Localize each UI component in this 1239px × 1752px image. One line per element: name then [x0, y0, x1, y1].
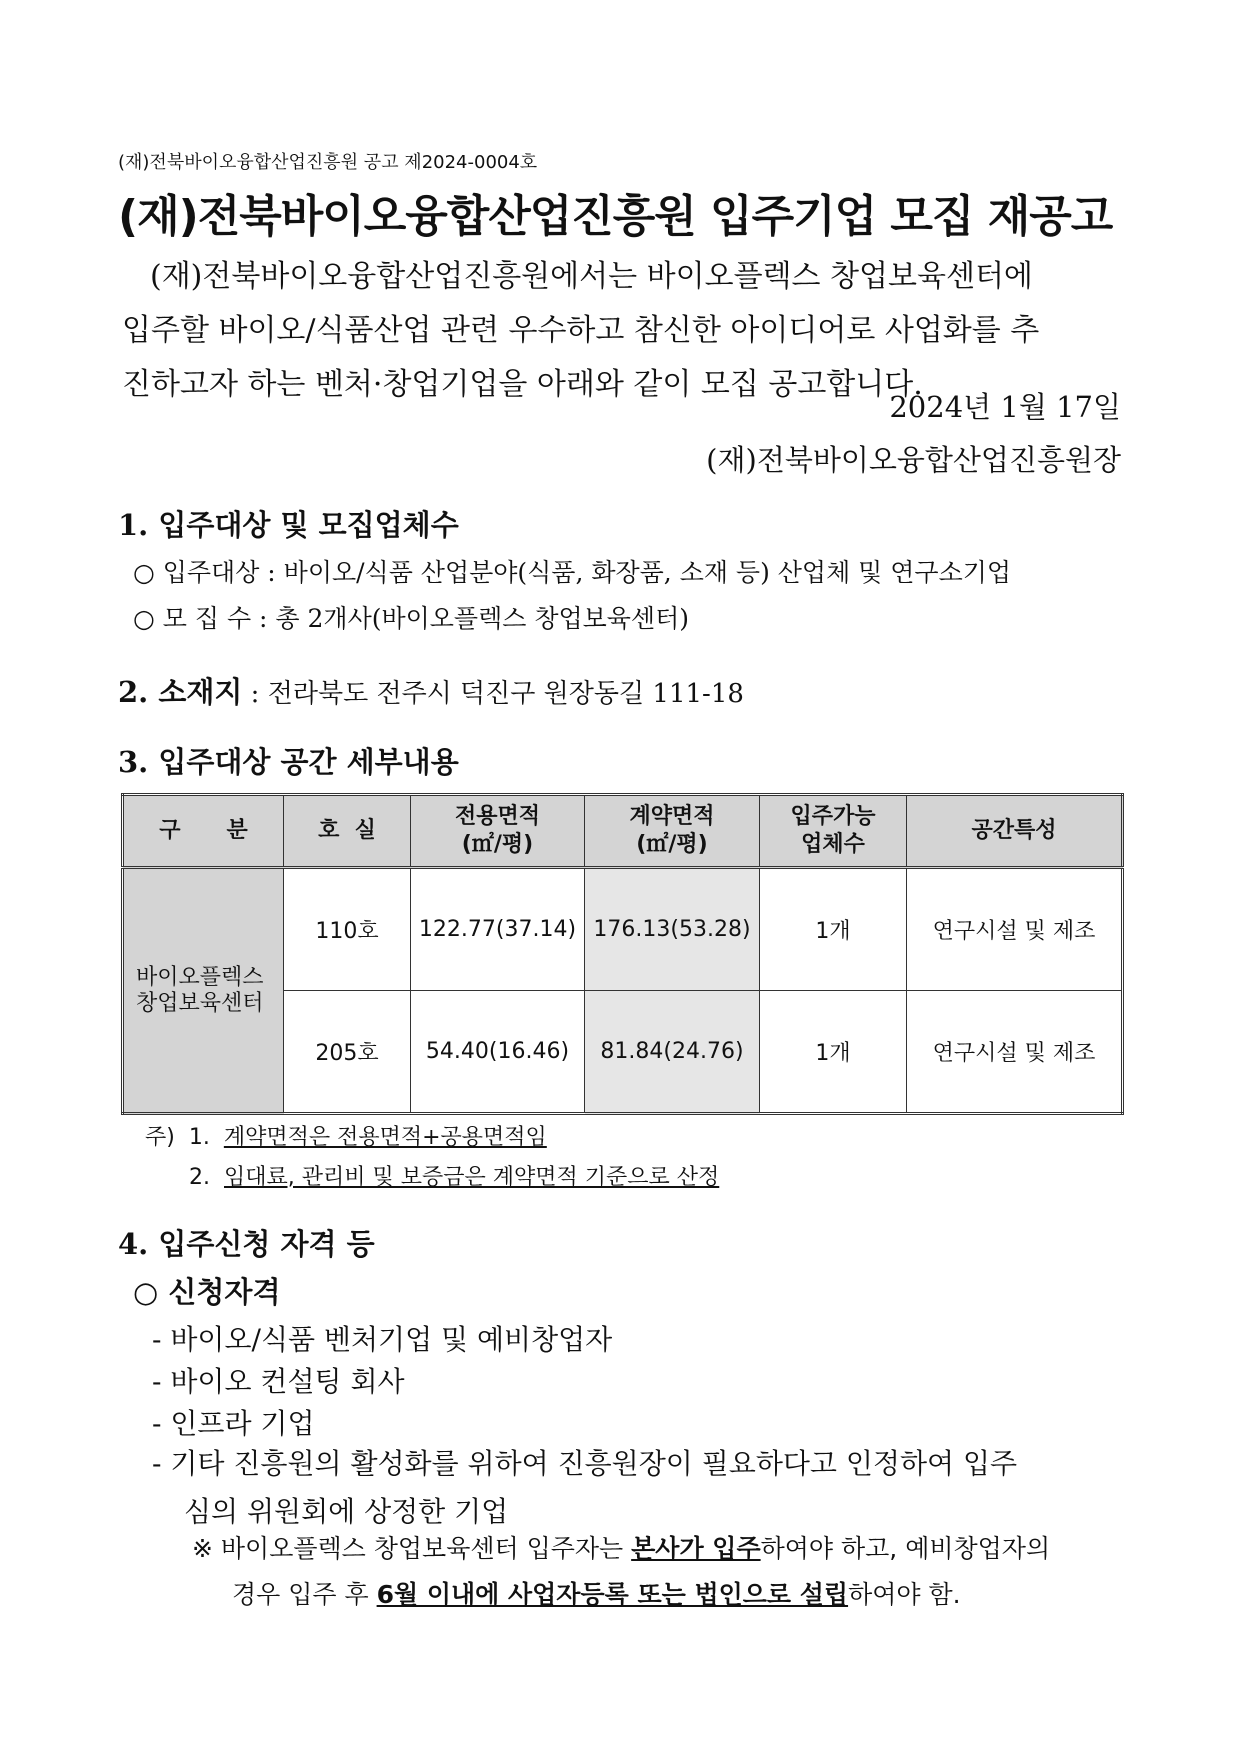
note-1: [145, 1120, 547, 1151]
remark-text-a: ※ 바이오플렉스 창업보육센터 입주자는: [192, 1534, 632, 1563]
header-exclusive-unit: (㎡/평): [461, 832, 534, 857]
header-contract-area: [585, 795, 760, 868]
category-line-2: 창업보육센터: [136, 990, 264, 1016]
remark-note: [192, 1526, 1124, 1618]
remark-text-f: 하여야 함.: [848, 1580, 961, 1609]
section-3-heading: 3. 입주대상 공간 세부내용: [118, 745, 459, 779]
list-item: - 바이오/식품 벤처기업 및 예비창업자: [152, 1323, 613, 1356]
exclusive-area-cell: 54.40(16.46): [411, 991, 585, 1114]
note-1-text: 계약면적은 전용면적+공용면적임: [223, 1125, 547, 1150]
header-category: 구 분: [123, 795, 284, 868]
section-2-heading: [118, 670, 744, 711]
remark-emphasis-2: 6월 이내에 사업자등록 또는 법인으로 설립: [376, 1580, 849, 1609]
category-line-1: 바이오플렉스: [136, 964, 264, 990]
contract-area-cell: 176.13(53.28): [585, 868, 760, 991]
room-cell: 110호: [284, 868, 411, 991]
list-item-line-2: 심의 위원회에 상정한 기업: [184, 1495, 509, 1528]
list-item: [152, 1440, 1124, 1536]
intro-line-1: (재)전북바이오융합산업진흥원에서는 바이오플렉스 창업보육센터에: [150, 259, 1033, 294]
section-1-heading: 1. 입주대상 및 모집업체수: [118, 508, 459, 542]
header-capacity-line-2: 업체수: [801, 832, 865, 857]
target-line: ○ 입주대상 : 바이오/식품 산업분야(식품, 화장품, 소재 등) 산업체 및 연구소기업: [133, 558, 1012, 587]
intro-line-3: 진하고자 하는 벤처·창업기업을 아래와 같이 모집 공고합니다.: [122, 367, 923, 402]
header-exclusive-area: [411, 795, 585, 868]
room-cell: 205호: [284, 991, 411, 1114]
feature-cell: 연구시설 및 제조: [907, 991, 1123, 1114]
table-header-row: [123, 795, 1123, 868]
intro-line-2: 입주할 바이오/식품산업 관련 우수하고 참신한 아이디어로 사업화를 추: [122, 313, 1040, 348]
remark-emphasis-1: 본사가 입주: [631, 1534, 761, 1563]
remark-text-d: 경우 입주 후: [232, 1580, 377, 1609]
contract-area-cell: 81.84(24.76): [585, 991, 760, 1114]
eligibility-heading: ○ 신청자격: [133, 1275, 281, 1309]
remark-text-c: 하여야 하고, 예비창업자의: [760, 1534, 1051, 1563]
note-2-text: 임대료, 관리비 및 보증금은 계약면적 기준으로 산정: [224, 1165, 720, 1190]
notice-number: (재)전북바이오융합산업진흥원 공고 제2024-0004호: [118, 152, 538, 173]
category-cell: [123, 868, 284, 1114]
feature-cell: 연구시설 및 제조: [907, 868, 1123, 991]
list-item: - 인프라 기업: [152, 1407, 315, 1440]
issuer: (재)전북바이오융합산업진흥원장: [706, 443, 1121, 477]
note-1-number: 1.: [188, 1125, 210, 1150]
list-item-line-1: - 기타 진흥원의 활성화를 위하여 진흥원장이 필요하다고 인정하여 입주: [152, 1447, 1018, 1480]
exclusive-area-cell: 122.77(37.14): [411, 868, 585, 991]
header-contract-unit: (㎡/평): [636, 832, 708, 857]
section-4-heading: 4. 입주신청 자격 등: [118, 1227, 375, 1261]
header-capacity-line-1: 입주가능: [790, 804, 876, 829]
note-prefix: 주): [145, 1125, 175, 1150]
location-separator: :: [242, 679, 268, 709]
header-exclusive-title: 전용면적: [454, 804, 540, 829]
header-feature: 공간특성: [907, 795, 1123, 868]
document-title: (재)전북바이오융합산업진흥원 입주기업 모집 재공고: [118, 191, 1113, 242]
location-label: 2. 소재지: [118, 675, 243, 709]
table-row: [123, 868, 1123, 991]
list-item: - 바이오 컨설팅 회사: [152, 1365, 405, 1398]
capacity-cell: 1개: [760, 991, 907, 1114]
header-capacity: [760, 795, 907, 868]
recruit-count-line: ○ 모 집 수 : 총 2개사(바이오플렉스 창업보육센터): [133, 604, 689, 633]
space-details-table: [121, 793, 1124, 1115]
notice-date: 2024년 1월 17일: [889, 390, 1121, 424]
location-value: 전라북도 전주시 덕진구 원장동길 111-18: [267, 679, 744, 709]
capacity-cell: 1개: [760, 868, 907, 991]
note-2: [189, 1160, 719, 1191]
header-room: 호 실: [284, 795, 411, 868]
header-contract-title: 계약면적: [629, 804, 715, 829]
note-2-number: 2.: [189, 1165, 210, 1190]
